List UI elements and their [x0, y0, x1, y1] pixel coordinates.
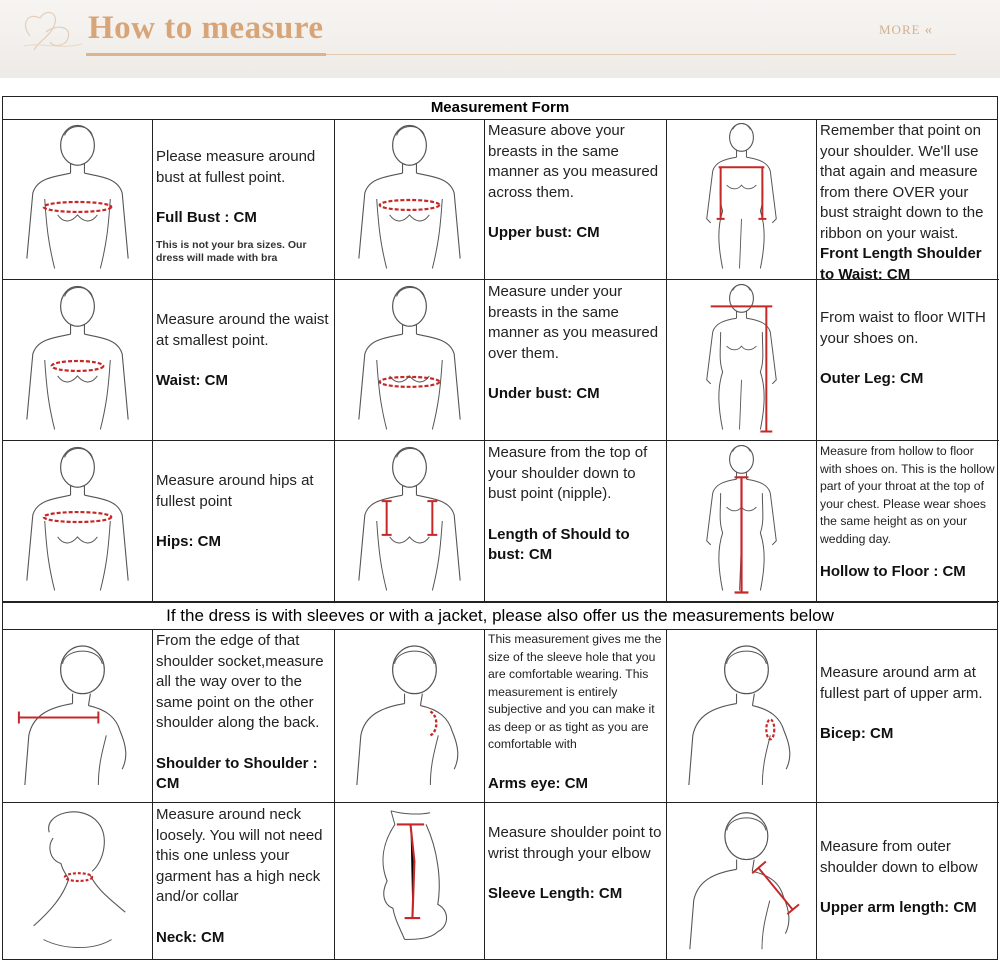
- measure-label: Arms eye: CM: [488, 774, 589, 792]
- outer-leg-text-cell: [817, 280, 999, 441]
- more-link[interactable]: [879, 22, 933, 39]
- measure-label: Front Length Shoulder to Waist: CM: [820, 245, 982, 283]
- hollow-to-floor-sketch-icon: [667, 441, 816, 601]
- measure-description: Measure around neck loosely. You will not need this one unless your garment has a high neck and/or collar: [156, 806, 323, 905]
- measure-description: Remember that point on your shoulder. We'll use that again and measure from there OVER your bust straight down to the ribbon on your waist.: [820, 122, 984, 242]
- title-underline: [86, 53, 326, 56]
- front-length-text-cell: [817, 119, 999, 283]
- measure-label: Sleeve Length: CM: [488, 885, 623, 902]
- full-bust-text-cell: [153, 119, 335, 280]
- shoulder-to-bust-text-cell: [485, 441, 667, 602]
- measure-label: Under bust: CM: [488, 385, 600, 402]
- outer-leg-sketch-icon: [667, 280, 816, 440]
- upper-arm-length-text-cell: [817, 803, 999, 960]
- measure-description: This measurement gives me the size of the sleeve hole that you are comfortable wearing. This measurement is entirely subjective and you can make it as deep or as tight as you are comfortable with: [488, 632, 662, 751]
- arms-eye-sketch-icon: [335, 629, 484, 802]
- outer-leg-figure: [667, 280, 817, 441]
- measure-description: From waist to floor WITH your shoes on.: [820, 309, 986, 347]
- neck-sketch-icon: [3, 803, 152, 959]
- under-bust-text-cell: [485, 280, 667, 441]
- measure-label: Full Bust : CM: [156, 209, 257, 226]
- measure-description: Measure around hips at fullest point: [156, 472, 314, 510]
- measure-description: Measure from the top of your shoulder down to bust point (nipple).: [488, 444, 648, 502]
- sleeve-length-text-cell: [485, 803, 667, 960]
- measure-label: Hips: CM: [156, 533, 221, 550]
- more-label[interactable]: MORE: [879, 22, 921, 37]
- waist-text-cell: [153, 280, 335, 441]
- measure-label: Waist: CM: [156, 372, 228, 389]
- shoulder-to-bust-sketch-icon: [335, 441, 484, 601]
- neck-figure: [3, 803, 153, 960]
- sleeve-length-sketch-icon: [335, 803, 484, 959]
- waist-figure: [3, 280, 153, 441]
- page-header: [0, 0, 1000, 78]
- measure-label: Hollow to Floor : CM: [820, 563, 966, 580]
- measure-label: Upper bust: CM: [488, 224, 600, 241]
- measure-label: Outer Leg: CM: [820, 370, 924, 387]
- front-length-figure: [667, 119, 817, 280]
- measure-label: Upper arm length: CM: [820, 899, 977, 916]
- shoulder-to-bust-figure: [335, 441, 485, 602]
- neck-text-cell: [153, 803, 335, 960]
- bicep-figure: [667, 629, 817, 803]
- full-bust-sketch-icon: [3, 119, 152, 279]
- page-title: How to measure: [88, 10, 324, 46]
- measure-label: Length of Should to bust: CM: [488, 525, 630, 563]
- upper-bust-sketch-icon: [335, 119, 484, 279]
- hips-text-cell: [153, 441, 335, 602]
- measure-description: From the edge of that shoulder socket,measure all the way over to the same point on the other shoulder along the back.: [156, 632, 324, 731]
- measurement-form: [2, 96, 998, 960]
- measure-description: Measure above your breasts in the same manner as you measured across them.: [488, 122, 659, 201]
- upper-arm-length-figure: [667, 803, 817, 960]
- form-title: Measurement Form: [3, 97, 997, 120]
- shoulder-to-shoulder-text-cell: [153, 629, 335, 803]
- measure-label: Neck: CM: [156, 928, 225, 946]
- hollow-to-floor-text-cell: [817, 441, 999, 602]
- measure-description: Measure from outer shoulder down to elbow: [820, 838, 978, 876]
- measure-description: Measure shoulder point to wrist through your elbow: [488, 824, 662, 862]
- upper-arm-length-sketch-icon: [667, 803, 816, 959]
- waist-sketch-icon: [3, 280, 152, 440]
- measure-description: Measure from hollow to floor with shoes on. This is the hollow part of your throat at the top of your chest. Please wear shoes the same height as on your wedding day.: [820, 444, 995, 546]
- measure-description: Measure around arm at fullest part of upper arm.: [820, 664, 983, 702]
- full-bust-figure: [3, 119, 153, 280]
- measure-note: This is not your bra sizes. Our dress will made with bra: [156, 238, 307, 264]
- under-bust-figure: [335, 280, 485, 441]
- under-bust-sketch-icon: [335, 280, 484, 440]
- sleeve-length-figure: [335, 803, 485, 960]
- hips-figure: [3, 441, 153, 602]
- heart-ribbon-logo-icon: [20, 6, 90, 54]
- shoulder-to-shoulder-sketch-icon: [3, 629, 152, 802]
- sleeve-note: If the dress is with sleeves or with a jacket, please also offer us the measurements below: [3, 602, 997, 630]
- measure-description: Measure around the waist at smallest point.: [156, 311, 329, 349]
- measure-description: Please measure around bust at fullest point.: [156, 148, 316, 186]
- measure-description: Measure under your breasts in the same manner as you measured over them.: [488, 283, 659, 362]
- bicep-text-cell: [817, 629, 999, 803]
- measure-label: Bicep: CM: [820, 725, 894, 742]
- measure-label: Shoulder to Shoulder : CM: [156, 754, 318, 792]
- front-length-sketch-icon: [667, 119, 816, 279]
- arms-eye-figure: [335, 629, 485, 803]
- upper-bust-text-cell: [485, 119, 667, 280]
- double-chevron-left-icon: «: [924, 22, 934, 38]
- bicep-sketch-icon: [667, 629, 816, 802]
- shoulder-to-shoulder-figure: [3, 629, 153, 803]
- arms-eye-text-cell: [485, 629, 667, 803]
- hips-sketch-icon: [3, 441, 152, 601]
- upper-bust-figure: [335, 119, 485, 280]
- hollow-to-floor-figure: [667, 441, 817, 602]
